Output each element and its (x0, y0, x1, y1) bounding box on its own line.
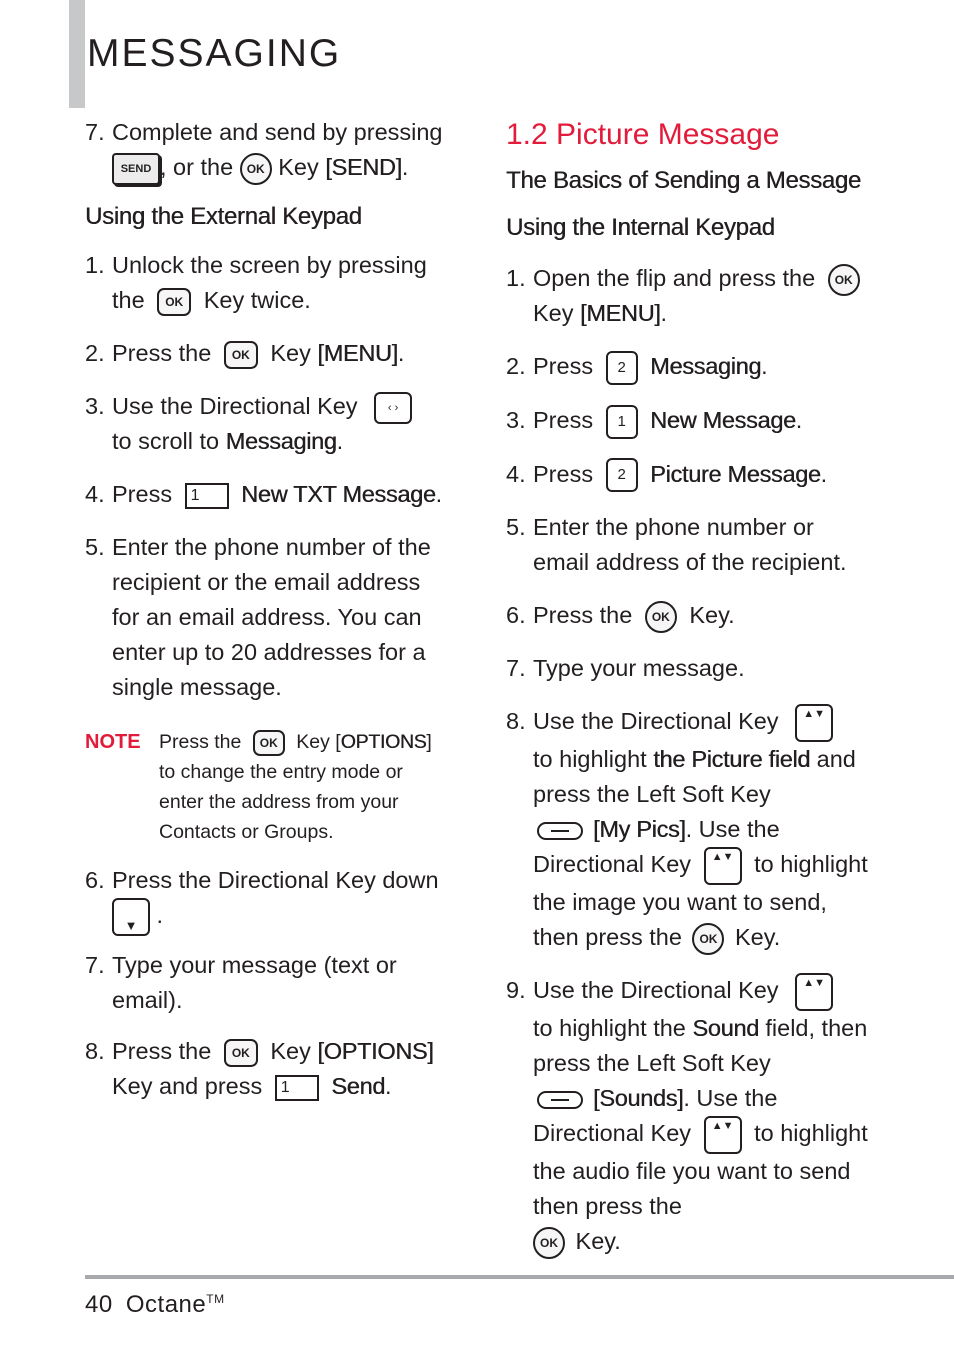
step-left-8 (85, 1034, 450, 1104)
step-text: to highlight (533, 746, 647, 773)
punct: . (795, 406, 803, 433)
step-text: Use the Directional Key (533, 708, 779, 735)
directional-key-updown-icon: ▲▼ (795, 973, 833, 1011)
step-number: 4. (85, 481, 105, 507)
step-text: Press (533, 460, 594, 487)
step-text: Enter the phone number or email address of the recipient. (533, 514, 847, 576)
key-label-menu: [MENU] (317, 340, 398, 366)
key-label-sounds: [Sounds] (593, 1085, 684, 1112)
step-text: , or the (160, 154, 234, 180)
step-right-6 (506, 598, 876, 633)
step-text: Press (112, 481, 173, 507)
step-number: 3. (506, 406, 526, 433)
internal-keypad-heading: Using the Internal Keypad (506, 214, 775, 241)
menu-item-messaging: Messaging (650, 353, 762, 379)
step-right-4 (506, 457, 876, 493)
menu-item-new-txt-message: New TXT Message (241, 481, 436, 507)
step-text: Key (278, 154, 319, 180)
ok-key-icon: OK (157, 288, 191, 316)
step-text: Key (533, 300, 574, 326)
section-title: 1.2 Picture Message (506, 118, 780, 151)
directional-key-updown-icon: ▲▼ (795, 704, 833, 742)
ok-key-icon: OK (224, 1039, 258, 1067)
left-column (85, 115, 450, 1104)
step-right-5 (506, 510, 876, 580)
step-text: Press the Directional Key down (112, 867, 439, 893)
step-number: 5. (85, 534, 105, 560)
step-number: 8. (85, 1038, 105, 1064)
note-text: ] to change the entry mode or enter the address from your Contacts or Groups. (159, 731, 432, 843)
menu-item-messaging: Messaging (225, 428, 337, 454)
step-left-3 (85, 389, 450, 459)
step-text: Key. (735, 924, 781, 951)
note-label: NOTE (85, 731, 141, 753)
step-left-5 (85, 530, 450, 705)
step-text: Press the (533, 602, 633, 629)
step-text: Press the (112, 340, 212, 366)
step-left-7a (85, 115, 450, 185)
step-right-8 (506, 704, 876, 955)
punct: . (384, 1073, 392, 1099)
step-left-4 (85, 477, 450, 512)
step-text: Key. (575, 1228, 621, 1255)
left-soft-key-icon (537, 822, 583, 840)
number-1-key-icon: 1 (606, 405, 638, 439)
send-key-icon: SEND (112, 153, 160, 185)
step-number: 7. (85, 952, 105, 978)
step-right-1 (506, 261, 876, 331)
note-box (85, 727, 450, 847)
step-text: . Use the Directional Key (533, 1085, 778, 1147)
step-text: Key (270, 1038, 311, 1064)
step-text: Type your message (text or email). (112, 952, 397, 1013)
step-number: 6. (85, 867, 105, 893)
punct: . (336, 428, 344, 454)
step-left-7 (85, 948, 450, 1018)
punct: . (435, 481, 443, 507)
ok-key-icon: OK (828, 264, 860, 296)
menu-item-new-message: New Message (650, 406, 796, 433)
menu-item-picture-message: Picture Message (650, 460, 821, 487)
step-text: Complete and send by pressing (112, 119, 443, 145)
punct: . (397, 340, 405, 366)
directional-key-icon: ‹ › (374, 392, 412, 424)
ok-key-icon: OK (253, 730, 285, 756)
step-number: 9. (506, 977, 526, 1004)
number-1-key-icon: 1 (275, 1075, 319, 1101)
page-number: 40 (85, 1291, 113, 1318)
key-label-options: [OPTIONS] (317, 1038, 434, 1064)
number-1-key-icon: 1 (185, 483, 229, 509)
key-label-options: OPTIONS (340, 731, 427, 753)
step-number: 4. (506, 460, 526, 487)
trademark: TM (206, 1292, 225, 1306)
step-number: 5. (506, 514, 526, 541)
step-text: to highlight the (533, 1015, 686, 1042)
step-text: Unlock the screen by pressing the (112, 252, 427, 313)
punct: . (820, 460, 828, 487)
step-text: and press the Left Soft Key (533, 746, 856, 808)
step-number: 1. (85, 252, 105, 278)
key-label-my-pics: [My Pics] (593, 816, 686, 843)
step-text: Key twice. (203, 287, 311, 313)
ok-key-icon: OK (240, 153, 272, 185)
page-footer (85, 1291, 225, 1319)
step-number: 6. (506, 602, 526, 629)
header-accent-bar (69, 0, 85, 108)
step-text: Press the (112, 1038, 212, 1064)
punct: . (660, 300, 668, 326)
step-text: Key and press (112, 1073, 263, 1099)
punct: . (401, 154, 409, 180)
field-sound: Sound (692, 1015, 759, 1042)
step-number: 8. (506, 708, 526, 735)
key-label-send: [SEND] (325, 154, 402, 180)
step-number: 2. (506, 353, 526, 379)
step-right-7 (506, 651, 876, 686)
step-text: to highlight the image you want to send, then press the (533, 851, 868, 951)
punct: . (761, 353, 768, 379)
step-left-1 (85, 248, 450, 318)
ok-key-icon: OK (692, 923, 724, 955)
note-text: Press the (159, 731, 242, 753)
step-number: 2. (85, 340, 105, 366)
note-text: Key [ (296, 731, 341, 753)
step-text: . Use the Directional Key (533, 816, 780, 878)
step-text: field, then press the Left Soft Key (533, 1015, 868, 1077)
step-text: to scroll to (112, 428, 220, 454)
step-number: 3. (85, 393, 105, 419)
step-right-2 (506, 349, 876, 385)
step-text: Press (533, 353, 594, 379)
step-text: Use the Directional Key (112, 393, 358, 419)
menu-item-send: Send (331, 1073, 385, 1099)
page-title: MESSAGING (87, 32, 342, 75)
step-text: Press (533, 406, 594, 433)
step-text: Use the Directional Key (533, 977, 779, 1004)
ok-key-icon: OK (645, 601, 677, 633)
number-2-key-icon: 2 (606, 351, 638, 385)
key-label-menu: [MENU] (580, 300, 661, 326)
step-text: Open the flip and press the (533, 265, 816, 291)
number-2-key-icon: 2 (606, 458, 638, 492)
directional-key-down-icon: ▼ (112, 898, 150, 936)
step-text: Key (270, 340, 311, 366)
footer-divider (85, 1275, 954, 1279)
step-number: 7. (85, 119, 105, 145)
step-text: to highlight the audio file you want to send then press the (533, 1120, 868, 1220)
step-text: Enter the phone number of the recipient or the email address for an email address. You can enter up to 20 addresses for a single message. (112, 534, 431, 700)
left-soft-key-icon (537, 1091, 583, 1109)
ok-key-icon: OK (533, 1227, 565, 1259)
field-picture: the Picture field (653, 746, 811, 773)
ok-key-icon: OK (224, 341, 258, 369)
external-keypad-heading: Using the External Keypad (85, 203, 362, 230)
directional-key-icon: ▲▼ (704, 847, 742, 885)
punct: . (156, 902, 164, 929)
right-column (506, 115, 876, 1259)
step-right-3 (506, 403, 876, 439)
directional-key-icon: ▲▼ (704, 1116, 742, 1154)
brand-name: Octane (125, 1291, 207, 1318)
step-number: 1. (506, 265, 526, 291)
basics-heading: The Basics of Sending a Message (506, 167, 861, 194)
step-left-6 (85, 863, 450, 936)
step-number: 7. (506, 655, 526, 682)
step-text: Type your message. (533, 655, 745, 682)
step-left-2 (85, 336, 450, 371)
step-right-9 (506, 973, 876, 1259)
step-text: Key. (689, 602, 735, 629)
